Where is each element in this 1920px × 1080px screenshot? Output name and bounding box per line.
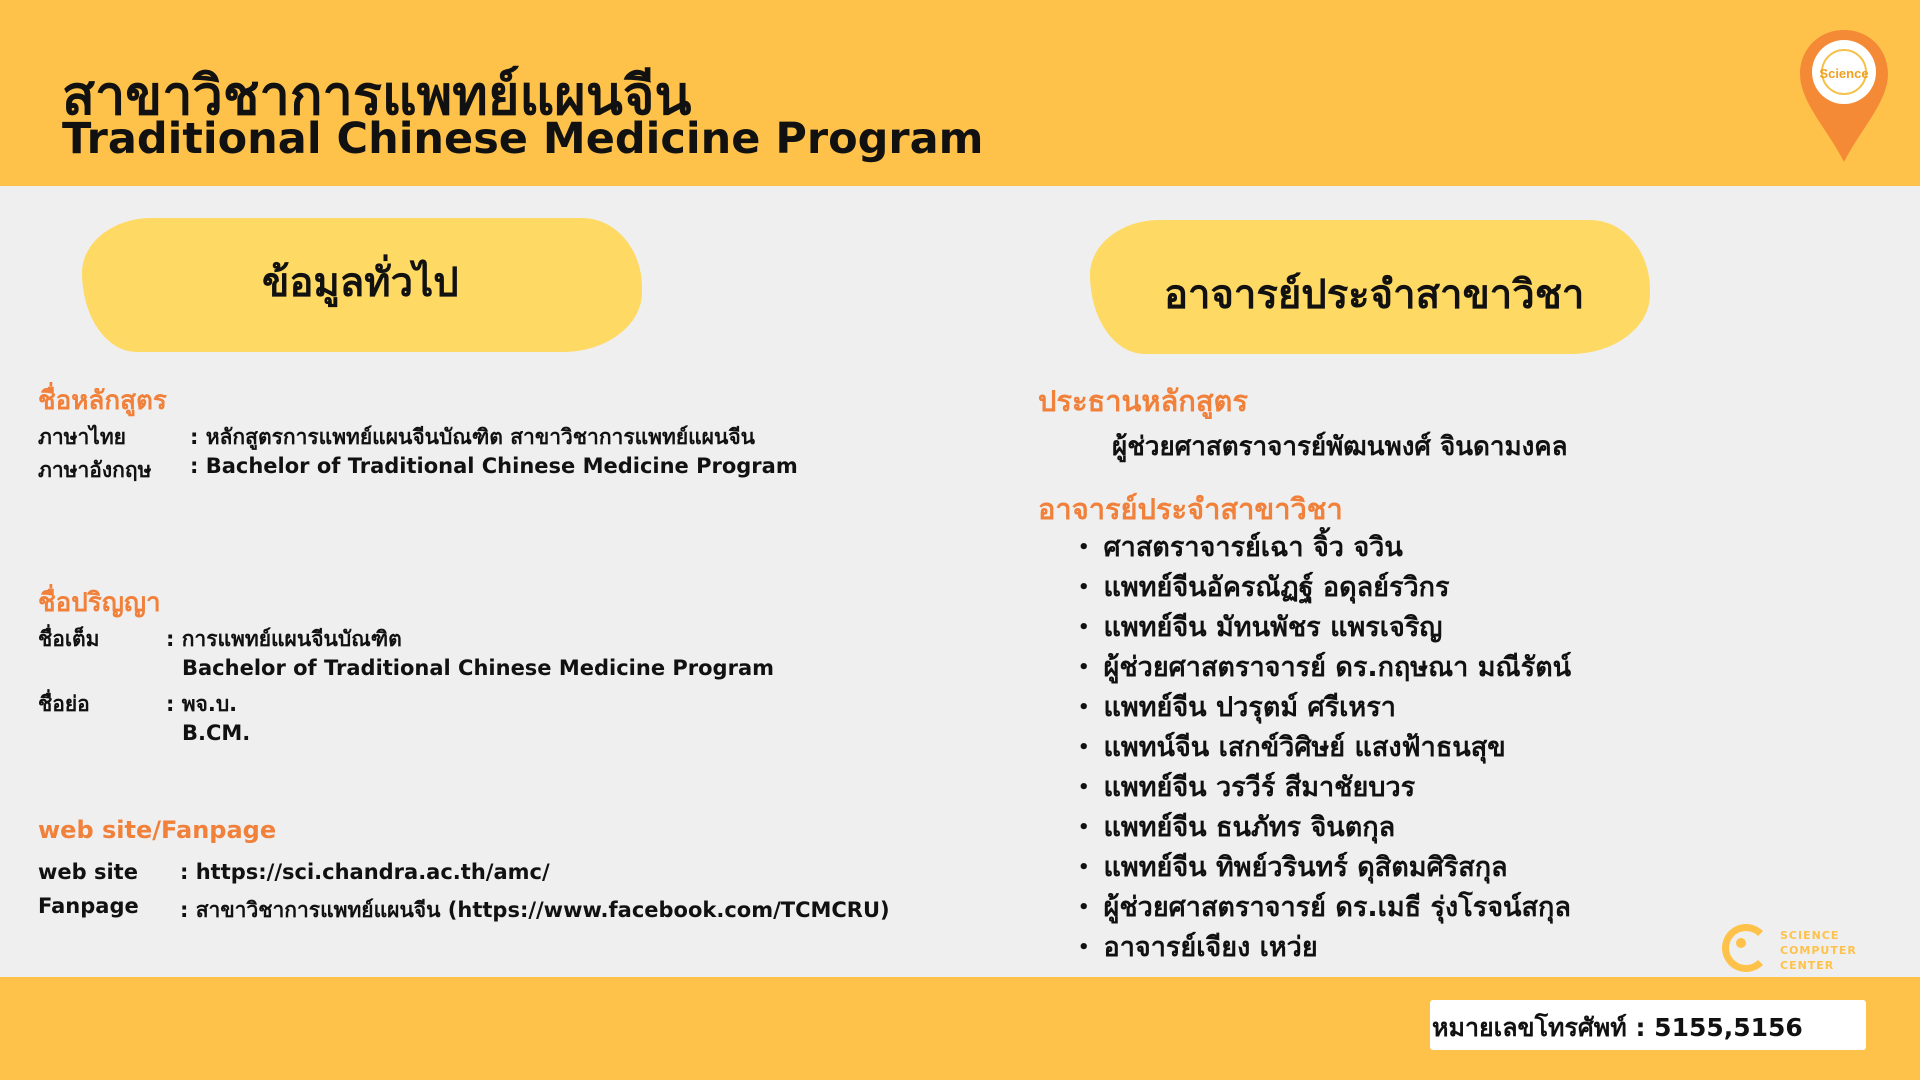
scc-ring-icon bbox=[1722, 924, 1770, 972]
science-computer-center-logo bbox=[1722, 922, 1912, 976]
degree-name-heading: ชื่อปริญญา bbox=[38, 588, 161, 618]
english-label: ภาษาอังกฤษ bbox=[38, 458, 152, 482]
faculty-item: • แพทย์จีน ธนภัทร จินตกุล bbox=[1078, 808, 1571, 848]
faculty-item: • แพทย์จีน มัทนพัชร แพรเจริญ bbox=[1078, 608, 1571, 648]
short-name-label: ชื่อย่อ bbox=[38, 692, 90, 716]
fanpage-label: Fanpage bbox=[38, 894, 139, 918]
faculty-item: • ศาสตราจารย์เฉา จิ้ว จวิน bbox=[1078, 528, 1571, 568]
faculty-item: • ผู้ช่วยศาสตราจารย์ ดร.เมธี รุ่งโรจน์สกุล bbox=[1078, 888, 1571, 928]
faculty-item: • อาจารย์เจียง เหว่ย bbox=[1078, 928, 1571, 968]
scc-line1: SCIENCE bbox=[1780, 929, 1840, 942]
faculty-item: • แพทย์จีน ทิพย์วรินทร์ ดุสิตมศิริสกุล bbox=[1078, 848, 1571, 888]
faculty-list bbox=[1078, 528, 1571, 968]
faculty-item: • แพทย์จีน ปวรุตม์ ศรีเหรา bbox=[1078, 688, 1571, 728]
english-value: : Bachelor of Traditional Chinese Medicine Program bbox=[190, 454, 798, 478]
full-name-value-english: Bachelor of Traditional Chinese Medicine Program bbox=[182, 656, 774, 680]
faculty-item: • แพทย์จีน วรวีร์ สีมาชัยบวร bbox=[1078, 768, 1571, 808]
faculty-item: • แพทย์จีนอัครณัฏฐ์ อดุลย์รวิกร bbox=[1078, 568, 1571, 608]
general-info-title: ข้อมูลทั่วไป bbox=[262, 260, 459, 306]
faculty-item: • ผู้ช่วยศาสตราจารย์ ดร.กฤษณา มณีรัตน์ bbox=[1078, 648, 1571, 688]
location-pin-logo-icon bbox=[1796, 26, 1892, 166]
page-title-english: Traditional Chinese Medicine Program bbox=[62, 114, 984, 164]
full-name-value-thai: : การแพทย์แผนจีนบัณฑิต bbox=[166, 627, 402, 651]
course-name-heading: ชื่อหลักสูตร bbox=[38, 386, 167, 416]
short-name-value-thai: : พจ.บ. bbox=[166, 692, 238, 716]
phone-box bbox=[1430, 1000, 1866, 1050]
website-label: web site bbox=[38, 860, 138, 884]
thai-value: : หลักสูตรการแพทย์แผนจีนบัณฑิต สาขาวิชาการแพทย์แผนจีน bbox=[190, 425, 755, 449]
chair-heading: ประธานหลักสูตร bbox=[1038, 384, 1248, 418]
phone-number: หมายเลขโทรศัพท์ : 5155,5156 bbox=[1432, 1013, 1803, 1042]
web-heading: web site/Fanpage bbox=[38, 816, 277, 844]
logo-text: Science bbox=[1819, 66, 1869, 81]
faculty-heading: อาจารย์ประจำสาขาวิชา bbox=[1038, 492, 1343, 526]
faculty-item: • แพทน์จีน เสกข์วิศิษย์ แสงฟ้าธนสุข bbox=[1078, 728, 1571, 768]
chair-name: ผู้ช่วยศาสตราจารย์พัฒนพงศ์ จินดามงคล bbox=[1112, 432, 1568, 462]
website-link[interactable]: : https://sci.chandra.ac.th/amc/ bbox=[180, 860, 550, 884]
faculty-title: อาจารย์ประจำสาขาวิชา bbox=[1164, 272, 1585, 318]
page-title-thai: สาขาวิชาการแพทย์แผนจีน bbox=[62, 64, 692, 127]
full-name-label: ชื่อเต็ม bbox=[38, 627, 100, 651]
thai-label: ภาษาไทย bbox=[38, 425, 126, 449]
short-name-value-english: B.CM. bbox=[182, 721, 251, 745]
fanpage-link[interactable]: : สาขาวิชาการแพทย์แผนจีน (https://www.facebook.com/TCMCRU) bbox=[180, 898, 890, 922]
scc-dot-icon bbox=[1736, 938, 1746, 948]
scc-line2: COMPUTER CENTER bbox=[1780, 944, 1857, 972]
